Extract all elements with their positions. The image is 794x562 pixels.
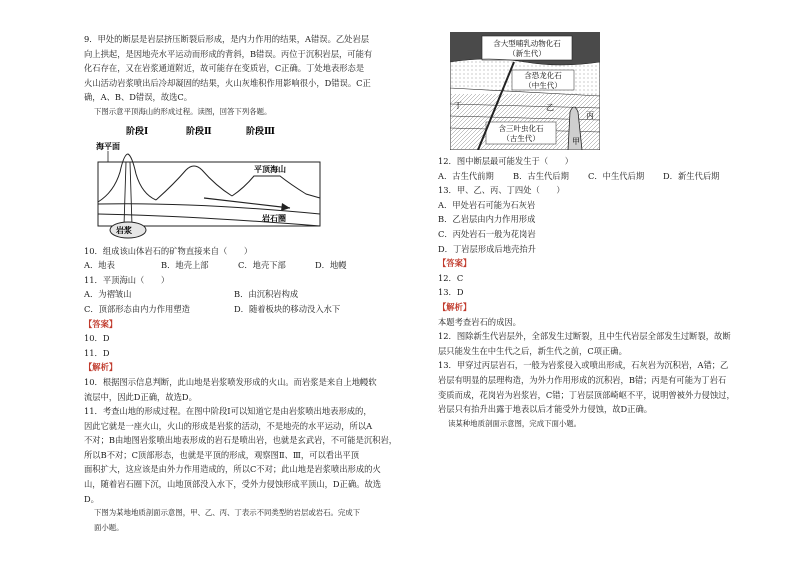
explanation-12-line: 层只能发生在中生代之后，新生代之前，C项正确。 bbox=[438, 345, 627, 356]
option-a: A．地表 bbox=[84, 260, 115, 271]
answer-11: 11．D bbox=[84, 347, 110, 358]
arrow-head-icon bbox=[281, 203, 290, 211]
analysis-intro: 本题考查岩石的成因。 bbox=[438, 316, 521, 327]
answer-13: 13．D bbox=[438, 287, 464, 298]
stage-1-label: 阶段Ⅰ bbox=[126, 126, 149, 137]
q9-explanation-line: 确，A、B、D错误，故选C。 bbox=[84, 92, 193, 103]
explanation-11-line: 不对；B由地图岩浆喷出地表形成的岩石是喷出岩，也就是玄武岩，不可能是沉积岩， bbox=[84, 435, 398, 446]
explanation-11-line: 11．考查山地的形成过程。在图中阶段Ⅰ可以知道它是由岩浆喷出地表形成的， bbox=[84, 406, 372, 417]
stage-1-volcano bbox=[98, 154, 156, 202]
answer-12: 12．C bbox=[438, 272, 464, 283]
option-d: D．随着板块的移动没入水下 bbox=[234, 303, 341, 314]
sea-level-label: 海平面 bbox=[96, 140, 120, 151]
paleozoic-era-label: （古生代） bbox=[502, 134, 540, 143]
stage-3-seamount bbox=[232, 176, 320, 198]
explanation-11-line: 因此它就是一座火山，火山的形成是岩浆的活动，不是地壳的水平运动，所以A bbox=[84, 420, 373, 431]
analysis-heading: 【解析】 bbox=[438, 301, 472, 312]
option-a: A．为褶皱山 bbox=[84, 289, 132, 300]
option-d: D．地幔 bbox=[315, 260, 347, 271]
question-10-options bbox=[84, 258, 392, 273]
q9-explanation-line: 向上拱起，是因地壳水平运动而形成的背斜，B错误。丙位于沉积岩层，可能有 bbox=[84, 48, 373, 59]
explanation-10-line: 流层中，因此D正确，故选D。 bbox=[84, 391, 197, 402]
stage-2-label: 阶段Ⅱ bbox=[186, 126, 212, 137]
label-yi: 乙 bbox=[546, 103, 554, 112]
magma-conduit bbox=[124, 162, 132, 226]
option-d: D．丁岩层形成后地壳抬升 bbox=[438, 243, 536, 254]
explanation-10-line: 10．根据图示信息判断，此山地是岩浆喷发形成的火山。而岩浆是来自上地幔软 bbox=[84, 376, 377, 387]
magma-label: 岩浆 bbox=[116, 224, 132, 235]
explanation-11-line: 面积扩大，这应该是由外力作用造成的，所以C不对；此山地是岩浆喷出形成的火 bbox=[84, 464, 381, 475]
mesozoic-era-label: （中生代） bbox=[524, 81, 562, 90]
geologic-section-diagram bbox=[450, 32, 600, 150]
question-10: 10．组成该山体岩石的矿物直接来自（ ） bbox=[84, 245, 253, 256]
seamount-diagram bbox=[94, 122, 324, 240]
option-c: C．顶部形态由内力作用塑造 bbox=[84, 303, 190, 314]
explanation-13-line: 岩层有明显的层理构造，为外力作用形成的沉积岩，B错；丙是有可能为丁岩石 bbox=[438, 374, 727, 385]
lithosphere-label: 岩石圈 bbox=[262, 212, 286, 223]
analysis-heading: 【解析】 bbox=[84, 362, 118, 373]
q9-explanation-line: 化石存在，又在岩浆通道附近，故可能存在变质岩，C正确。丁处地表形态是 bbox=[84, 63, 365, 74]
stage-3-label: 阶段Ⅲ bbox=[246, 126, 275, 137]
option-a: A．古生代前期 bbox=[438, 170, 494, 181]
explanation-13-line: 岩层只有抬升出露于地表以后才能受外力侵蚀，故D正确。 bbox=[438, 404, 653, 415]
seamount-formation-figure bbox=[94, 122, 324, 240]
option-d: D．新生代后期 bbox=[663, 170, 720, 181]
explanation-13-line: 变质而成，花岗岩为岩浆岩，C错；丁岩层顶部崎岖不平，说明曾被外力侵蚀过， bbox=[438, 389, 735, 400]
label-bing: 丙 bbox=[586, 111, 594, 120]
explanation-12-line: 12．图除新生代岩层外，全部发生过断裂，且中生代岩层全部发生过断裂，故断 bbox=[438, 331, 731, 342]
option-b: B．由沉积岩构成 bbox=[234, 289, 299, 300]
explanation-11-line: 山，随着岩石圈下沉，山地顶部没入水下，受外力侵蚀形成平顶山，D正确。故选 bbox=[84, 479, 382, 490]
explanation-11-line: 所以B不对；C顶部形态，也就是平顶的形成，观察图Ⅱ、Ⅲ，可以看出平顶 bbox=[84, 449, 359, 460]
left-column bbox=[84, 32, 398, 535]
answer-heading: 【答案】 bbox=[84, 318, 118, 329]
lead-in-geologic-section: 下图为某地地质剖面示意图，甲、乙、丙、丁表示不同类型的岩层或岩石。完成下 bbox=[94, 508, 361, 518]
question-12: 12．图中断层最可能发生于（ ） bbox=[438, 156, 574, 166]
explanation-13-line: 13．甲穿过丙层岩石，一般为岩浆侵入或喷出形成，石灰岩为沉积岩，A错；乙 bbox=[438, 360, 729, 371]
option-c: C．地壳下部 bbox=[238, 260, 286, 271]
lead-in-next-section: 读某种地质剖面示意图，完成下面小题。 bbox=[448, 418, 582, 428]
lead-in-geologic-section: 面小题。 bbox=[94, 522, 124, 532]
question-11-options-row-1 bbox=[84, 287, 392, 302]
question-12-options bbox=[438, 169, 738, 184]
q9-explanation-line: 火山活动岩浆喷出后冷却凝固的结果，火山灰堆积作用影响很小，D错误。C正 bbox=[84, 77, 371, 88]
fossil-trilobite-label: 含三叶虫化石 bbox=[498, 124, 544, 133]
explanation-11-line: D。 bbox=[84, 493, 99, 504]
lead-in-seamount: 下图示意平顶海山的形成过程。读图，回答下列各题。 bbox=[94, 106, 272, 116]
right-column bbox=[438, 32, 738, 431]
stage-2-mountain bbox=[156, 166, 232, 200]
fossil-mammal-label: 含大型哺乳动物化石 bbox=[493, 39, 561, 48]
option-c: C．中生代后期 bbox=[588, 170, 645, 181]
q9-explanation-line: 9．甲处的断层是岩层挤压断裂后形成，是内力作用的结果，A错误。乙处岩层 bbox=[84, 34, 370, 44]
option-b: B．乙岩层由内力作用形成 bbox=[438, 214, 536, 225]
option-b: B．古生代后期 bbox=[513, 170, 569, 181]
question-13: 13．甲、乙、丙、丁四处（ ） bbox=[438, 185, 565, 196]
answer-10: 10．D bbox=[84, 333, 110, 344]
geologic-section-figure bbox=[450, 32, 600, 150]
seamount-label: 平顶海山 bbox=[254, 163, 286, 174]
cenozoic-era-label: （新生代） bbox=[508, 49, 546, 58]
question-11-options-row-2 bbox=[84, 302, 392, 317]
label-jia: 甲 bbox=[572, 137, 580, 146]
option-a: A．甲处岩石可能为石灰岩 bbox=[438, 199, 536, 210]
fossil-dinosaur-label: 含恐龙化石 bbox=[524, 71, 562, 80]
option-c: C．丙处岩石一般为花岗岩 bbox=[438, 228, 536, 239]
label-ding: 丁 bbox=[454, 101, 462, 110]
answer-heading: 【答案】 bbox=[438, 258, 472, 269]
option-b: B．地壳上部 bbox=[161, 260, 209, 271]
question-11: 11．平顶海山（ ） bbox=[84, 274, 170, 285]
